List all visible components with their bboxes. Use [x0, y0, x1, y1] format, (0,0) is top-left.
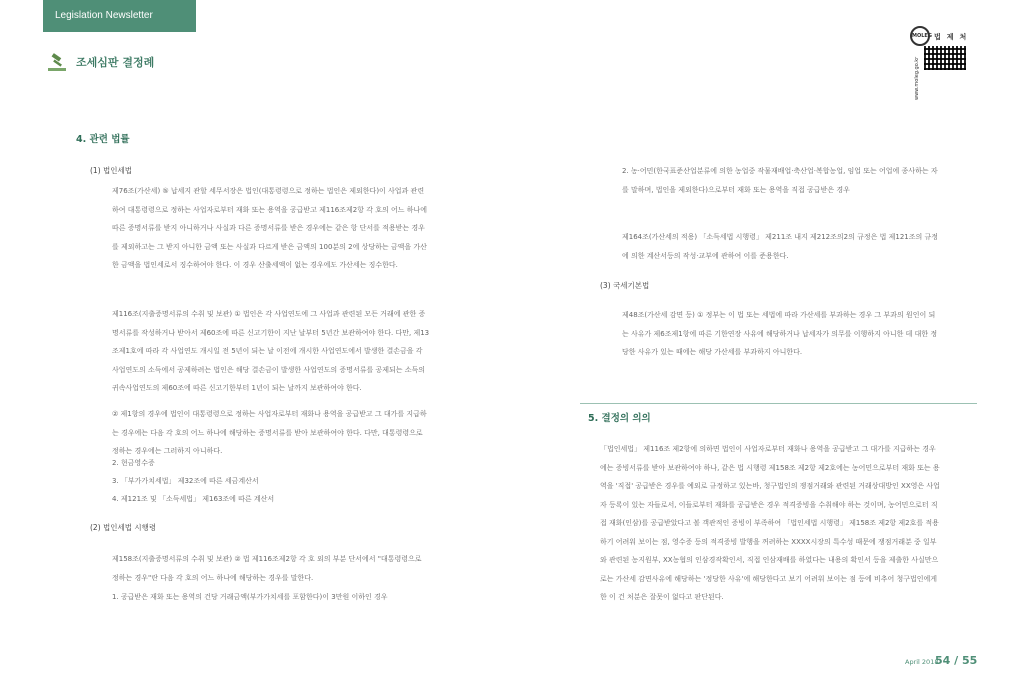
paragraph-item2-farmers: 2. 농·어민(한국표준산업분류에 의한 농업중 작물재배업·축산업·복합농업, 임업 또는 어업에 종사하는 자를 말하며, 법인을 제외한다)으로부터 재화 또는 용역을 직접 공급받은 경우: [622, 167, 938, 194]
paragraph-art164: 제164조(가산세의 적용) 「소득세법 시행령」 제211조 내지 제212조의2의 규정은 법 제121조의 규정에 의한 계산서등의 작성·교부에 관하여 이를 준용한다.: [622, 233, 938, 260]
moleg-badge-icon: MOLEG: [910, 26, 930, 46]
heading-related-laws: 4. 관련 법률: [76, 134, 130, 145]
page-numbers: 54 / 55: [935, 654, 978, 667]
paragraph-art48: 제48조(가산세 감면 등) ① 정부는 이 법 또는 세법에 따라 가산세를 부과하는 경우 그 부과의 원인이 되는 사유가 제6조제1항에 따른 기한연장 사유에 해당하거나 납세자가 의무를 이행하지 아니한 데 대한 정당한 사유가 있는 때에는 해당 가산세를 부과하지 아니한다.: [622, 311, 938, 356]
issue-date: April 2018: [905, 658, 939, 666]
paragraph-art158-item1: 1. 공급받은 재화 또는 용역의 건당 거래금액(부가가치세를 포함한다)이 3만원 이하인 경우: [112, 593, 388, 601]
list-item: 2. 현금영수증: [112, 459, 155, 467]
subheading-basic-act: (3) 국세기본법: [600, 281, 650, 290]
qr-code-icon: [924, 46, 966, 70]
heading-significance: 5. 결정의 의의: [588, 413, 651, 424]
brand-word: 법제처: [934, 33, 973, 41]
paragraph-art158: 제158조(지출증명서류의 수취 및 보관) ② 법 제116조제2항 각 호 외의 부분 단서에서 "대통령령으로 정하는 경우"란 다음 각 호의 어느 하나에 해당하는 경우를 말한다.: [112, 555, 422, 582]
list-item: 4. 제121조 및 「소득세법」 제163조에 따른 계산서: [112, 495, 275, 503]
list-item: 3. 「부가가치세법」 제32조에 따른 세금계산서: [112, 477, 259, 485]
paragraph-art116: 제116조(지출증명서류의 수취 및 보관) ① 법인은 각 사업연도에 그 사업과 관련된 모든 거래에 관한 증명서류를 작성하거나 받아서 제60조에 따른 신고기한이 지난 날부터 5년간 보관하여야 한다. 다만, 제13조제1호에 따라 각 사업연도 개시일 전 5년이 되는 날 이전에 개시한 사업연도에서 발생한 결손금을 각 사업연도의 소득에서 공제하려는 법인은 해당 결손금이 발생한 사업연도의 증명서류를 공제되는 소득의 귀속사업연도의 제60조에 따른 신고기한부터 1년이 되는 날까지 보관하여야 한다.: [112, 310, 430, 392]
subheading-enforcement-decree: (2) 법인세법 시행령: [90, 523, 157, 532]
paragraph-art76: 제76조(가산세) ⑤ 납세지 관할 세무서장은 법인(대통령령으로 정하는 법인은 제외한다)이 사업과 관련하여 대통령령으로 정하는 사업자로부터 재화 또는 용역을 공급받고 제116조제2항 각 호의 어느 하나에 따른 증명서류를 받지 아니하거나 사실과 다른 증명서류를 받은 경우에는 같은 항 단서를 적용받는 경우를 제외하고는 그 받지 아니한 금액 또는 사실과 다르게 받은 금액의 100분의 2에 상당하는 금액을 가산한 금액을 법인세로서 징수하여야 한다. 이 경우 산출세액이 없는 경우에도 가산세는 징수한다.: [112, 187, 427, 269]
divider: [580, 403, 977, 404]
paragraph-art116-2: ② 제1항의 경우에 법인이 대통령령으로 정하는 사업자로부터 재화나 용역을 공급받고 그 대가를 지급하는 경우에는 다음 각 호의 어느 하나에 해당하는 증명서류를 받아 보관하여야 한다. 다만, 대통령령으로 정하는 경우에는 그러하지 아니하다.: [112, 410, 427, 455]
section-header: [46, 52, 154, 72]
newsletter-band: Legislation Newsletter: [43, 0, 196, 32]
brand-url: www.moleg.go.kr: [914, 56, 920, 100]
section-title: 조세심판 결정례: [76, 56, 155, 69]
gavel-icon: [46, 52, 68, 72]
brand-logo: [910, 26, 980, 106]
subheading-corporate-tax-act: (1) 법인세법: [90, 166, 132, 175]
paragraph-significance: 「법인세법」 제116조 제2항에 의하면 법인이 사업자로부터 재화나 용역을 공급받고 그 대가를 지급하는 경우에는 증빙서류를 받아 보관하여야 하나, 같은 법 시행령 제158조 제2항 제2호에는 농어민으로부터 재화 또는 용역을 '직접' 공급받은 경우를 예외로 규정하고 있는바, 청구법인의 쟁점거래와 관련된 거래상대방인 XX영은 사업자 등록이 있는 자들로서, 이들로부터 재화를 공급받은 경우 적격증빙을 수취해야 하는 것이며, 농어민으로터 직접 재화(인삼)를 공급받았다고 볼 객관적인 증빙이 부족하여 「법인세법 시행령」 제158조 제2항 제2호를 적용하기 어려워 보이는 점, 영수증 등의 적격증빙 발행을 꺼려하는 XXXX시장의 특수성 때문에 쟁점거래분 중 일부와 관련된 농지원부, XX농협의 인삼경작확인서, 직접 인삼재배를 하였다는 내용의 확인서 등을 제출한 사실만으로는 가산세 감면사유에 해당하는 '정당한 사유'에 해당한다고 보기 어려워 보이는 점 등에 비추어 청구법인에게 한 이 건 처분은 잘못이 없다고 판단된다.: [600, 445, 940, 601]
